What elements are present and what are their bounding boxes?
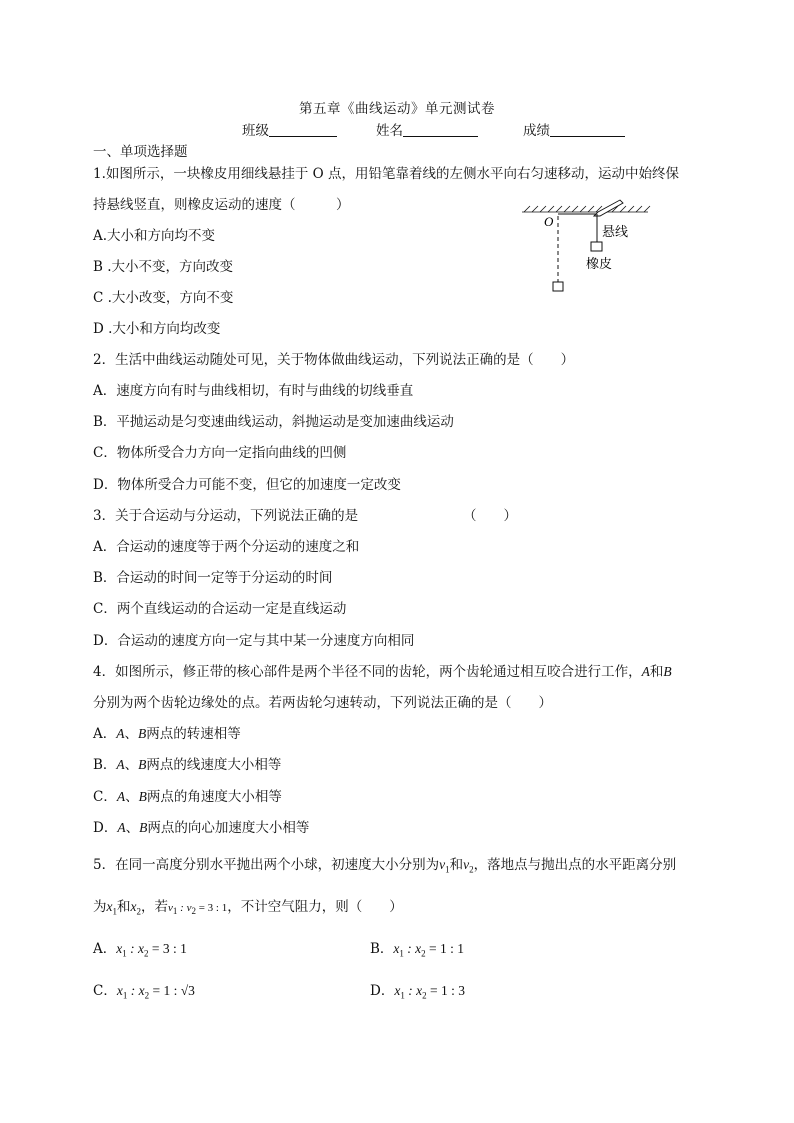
point-a: A (116, 789, 126, 804)
point-b: B (138, 757, 147, 772)
page-title: 第五章《曲线运动》单元测试卷 (299, 101, 495, 117)
q1-figure (520, 198, 670, 298)
q5-and: 和 (449, 857, 464, 873)
option-prefix: A． (93, 941, 117, 957)
q3-answer-bracket: （ ） (463, 508, 517, 524)
q3-stem: 3．关于合运动与分运动，下列说法正确的是 (93, 508, 359, 524)
v-letter: v (186, 902, 192, 914)
eraser-label: 橡皮 (586, 257, 613, 272)
ratio-value: = 1 : 3 (426, 983, 465, 998)
ratio-colon: : (127, 983, 139, 998)
thread-label: 悬线 (602, 225, 629, 240)
name-blank (403, 122, 478, 137)
v1-symbol: $v_1$ (439, 857, 450, 875)
v2-symbol: $v_2$ (463, 857, 474, 875)
v-letter: v (168, 902, 173, 914)
q5-option-b (370, 941, 464, 962)
x-letter: x (138, 983, 145, 998)
eraser-current (591, 242, 602, 251)
point-a: A (116, 726, 125, 741)
q4-option-c (93, 789, 282, 805)
option-text: 两点的角速度大小相等 (146, 789, 282, 805)
name-label: 姓名 (376, 123, 403, 139)
q2-option-a: A．速度方向有时与曲线相切，有时与曲线的切线垂直 (93, 383, 414, 399)
q5-text: ，落地点与抛出点的水平距离分别 (473, 857, 677, 873)
q4-stem-text: 4．如图所示，修正带的核心部件是两个半径不同的齿轮，两个齿轮通过相互咬合进行工作， (93, 664, 642, 680)
q5-stem-line2 (93, 899, 403, 920)
q5-text: ，若 (141, 899, 168, 915)
q5-option-d (370, 983, 465, 1004)
option-prefix: C． (93, 789, 117, 805)
x-letter: x (416, 983, 423, 998)
q5-text: ，不计空气阻力，则（ ） (227, 899, 403, 915)
q5-text: 为 (93, 899, 107, 915)
class-blank (269, 122, 337, 137)
option-text: 两点的向心加速度大小相等 (147, 820, 310, 836)
q5-option-a (93, 941, 187, 962)
point-o-label: O (544, 214, 554, 229)
x-letter: x (393, 941, 400, 956)
name-field (376, 119, 478, 139)
score-label: 成绩 (523, 123, 550, 139)
q5-text: 5．在同一高度分别水平抛出两个小球，初速度大小分别为 (93, 857, 440, 873)
x-ratio: $x_1$ : $x_2 = 1$ : √3 (116, 983, 195, 1001)
ceiling-hatch (522, 206, 650, 212)
score-field (523, 119, 625, 139)
q3-option-b: B．合运动的时间一定等于分运动的时间 (93, 570, 333, 586)
option-prefix: D． (370, 983, 395, 999)
ratio-colon: : (403, 941, 416, 956)
section-heading: 一、单项选择题 (93, 144, 188, 160)
point-a: A (116, 757, 125, 772)
ratio-value: = 3 : 1 (195, 902, 228, 914)
x-ratio: $x_1$ : $x_2 = 3$ : 1 (116, 941, 187, 959)
option-prefix: B． (93, 757, 117, 773)
ratio-colon: : (126, 941, 138, 956)
q4-point-b: B (663, 664, 672, 679)
point-b: B (138, 789, 147, 804)
x-letter: x (116, 983, 123, 998)
option-text: 两点的转速相等 (146, 726, 241, 742)
v-ratio: $v_1$ : $v_2 = 3$ : 1 (168, 902, 228, 917)
q3-option-c: C．两个直线运动的合运动一定是直线运动 (93, 601, 347, 617)
q3-option-a: A．合运动的速度等于两个分运动的速度之和 (93, 539, 360, 555)
score-blank (550, 122, 625, 137)
pencil-icon (594, 200, 623, 216)
q4-option-d (93, 820, 309, 836)
point-b: B (139, 820, 148, 835)
x1-symbol: $x_1$ (106, 899, 117, 917)
x2-symbol: $x_2$ (130, 899, 141, 917)
option-prefix: D． (93, 820, 118, 836)
class-field (242, 119, 337, 139)
q5-and: 和 (117, 899, 131, 915)
q2-option-b: B．平抛运动是匀变速曲线运动，斜抛运动是变加速曲线运动 (93, 414, 454, 430)
separator: 、 (124, 757, 139, 773)
x-letter: x (106, 899, 113, 914)
option-text: 两点的线速度大小相等 (146, 757, 282, 773)
q2-stem: 2．生活中曲线运动随处可见，关于物体做曲线运动，下列说法正确的是（ ） (93, 352, 575, 368)
q5-option-c (93, 983, 195, 1004)
separator: 、 (125, 789, 139, 805)
separator: 、 (124, 726, 138, 742)
ratio-colon: : (404, 983, 417, 998)
v-letter: v (439, 857, 446, 872)
x-letter: x (415, 941, 422, 956)
point-a: A (117, 820, 126, 835)
option-prefix: A． (93, 726, 117, 742)
point-b: B (138, 726, 147, 741)
q1-stem-line2: 持悬线竖直，则橡皮运动的速度（ ） (93, 197, 350, 213)
q3-option-d: D．合运动的速度方向一定与其中某一分速度方向相同 (93, 633, 415, 649)
x-ratio: $x_1$ : $x_2 = 1$ : 3 (394, 983, 465, 1001)
x-letter: x (394, 983, 401, 998)
separator: 、 (125, 820, 140, 836)
x-letter: x (130, 899, 137, 914)
ratio-colon: : (177, 902, 187, 914)
q1-option-b: B .大小不变，方向改变 (93, 259, 234, 275)
ratio-value: = 1 : 1 (425, 941, 465, 956)
q1-stem-line1: 1.如图所示，一块橡皮用细线悬挂于 O 点，用铅笔靠着线的左侧水平向右匀速移动，运动中始终保 (93, 166, 680, 182)
x-letter: x (138, 941, 144, 956)
q4-point-a: A (641, 664, 650, 679)
x-ratio: $x_1$ : $x_2 = 1$ : 1 (393, 941, 465, 959)
ratio-value: = 3 : 1 (148, 941, 187, 956)
q1-option-a: A.大小和方向均不变 (93, 228, 216, 244)
q4-option-a (93, 726, 241, 742)
ratio-value: = 1 : √3 (149, 983, 195, 998)
v-letter: v (463, 857, 470, 872)
q4-option-b (93, 757, 281, 773)
x-letter: x (116, 941, 123, 956)
option-prefix: B． (370, 941, 394, 957)
q5-stem-line1 (93, 857, 676, 878)
q4-stem-line2: 分别为两个齿轮边缘处的点。若两齿轮匀速转动，下列说法正确的是（ ） (93, 695, 552, 711)
q2-option-d: D．物体所受合力可能不变，但它的加速度一定改变 (93, 477, 401, 493)
q4-stem-line1 (93, 664, 672, 680)
q1-option-d: D .大小和方向均改变 (93, 321, 221, 337)
q1-option-c: C .大小改变，方向不变 (93, 290, 234, 306)
eraser-initial (553, 282, 563, 291)
q4-and: 和 (649, 664, 664, 680)
option-prefix: C． (93, 983, 117, 999)
class-label: 班级 (242, 123, 269, 139)
q2-option-c: C．物体所受合力方向一定指向曲线的凹侧 (93, 445, 347, 461)
